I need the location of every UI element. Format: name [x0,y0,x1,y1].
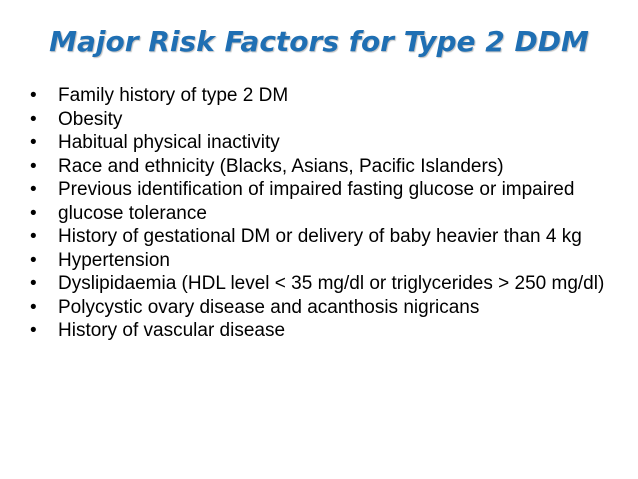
list-item-text: Obesity [58,108,123,130]
list-item-text: History of gestational DM or delivery of baby heavier than 4 kg [58,226,582,247]
list-item-text: Race and ethnicity (Blacks, Asians, Pacific Islanders) [58,155,504,177]
risk-factor-list [30,84,610,343]
list-item [30,296,610,320]
list-item-text: glucose tolerance [58,202,207,224]
list-item-text: Polycystic ovary disease and acanthosis nigricans [58,296,480,318]
bullet-icon: • [30,179,37,200]
bullet-icon: • [30,320,37,341]
list-item [30,155,610,179]
list-item [30,108,610,132]
bullet-icon: • [30,202,37,224]
bullet-icon: • [30,132,37,153]
list-item-text: Previous identification of impaired fasting glucose or impaired [58,179,575,200]
list-item-text: Habitual physical inactivity [58,132,280,153]
list-item [30,319,610,343]
list-item-text: History of vascular disease [58,320,286,341]
list-item [30,131,610,155]
list-item [30,249,610,273]
bullet-icon: • [30,226,37,247]
bullet-icon: • [30,155,37,177]
slide-title: Major Risk Factors for Type 2 DDM [49,25,589,58]
bullet-icon: • [30,108,37,130]
bullet-icon: • [30,296,37,318]
list-item-text: Dyslipidaemia (HDL level < 35 mg/dl or triglycerides > 250 mg/dl) [58,273,605,294]
bullet-icon: • [30,273,37,294]
list-item [30,272,610,296]
list-item [30,84,610,108]
list-item-text: Family history of type 2 DM [58,85,289,106]
list-item-text: Hypertension [58,249,170,271]
bullet-icon: • [30,249,37,271]
list-item [30,225,610,249]
list-item [30,178,610,202]
list-item [30,202,610,226]
bullet-icon: • [30,85,37,106]
